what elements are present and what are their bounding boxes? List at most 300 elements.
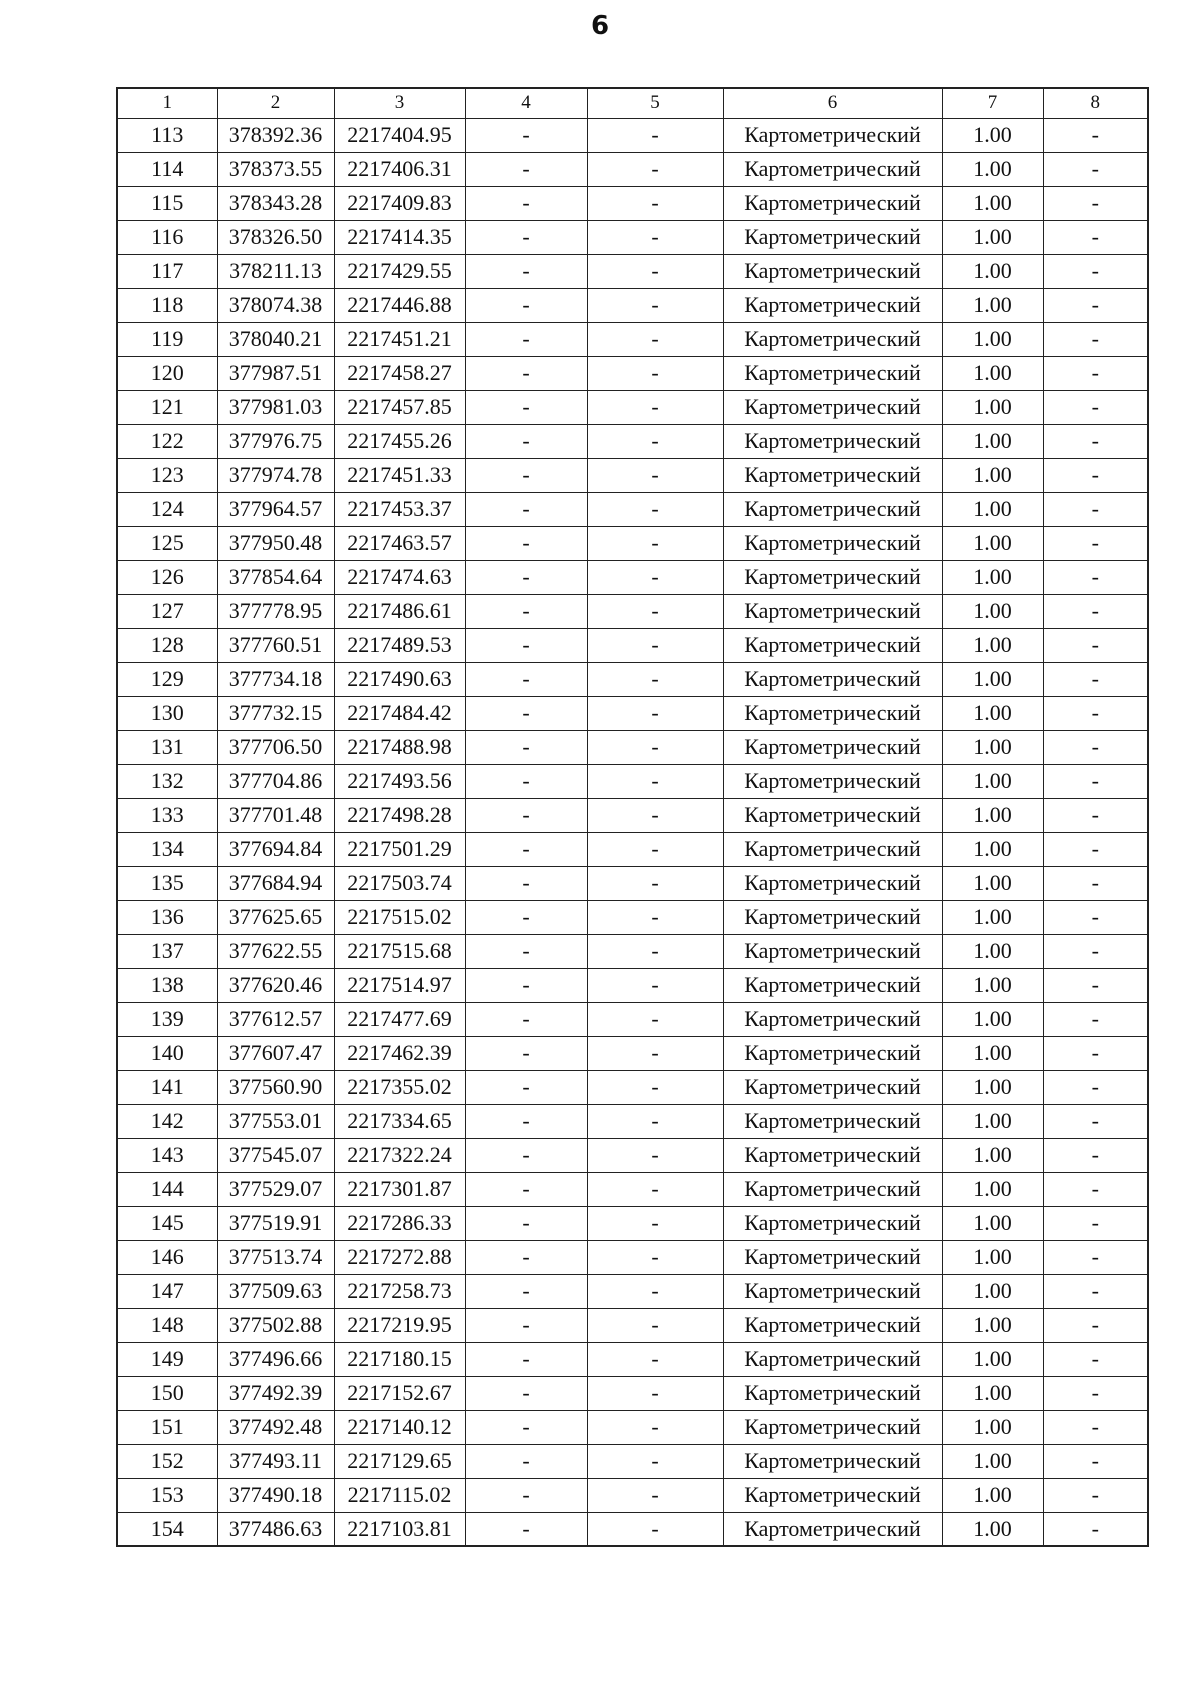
point-number-cell: 128 [117,628,217,662]
accuracy-cell: 1.00 [942,764,1043,798]
col5-cell: - [587,254,723,288]
x-coordinate-cell: 377734.18 [217,662,334,696]
method-cell: Картометрический [723,390,942,424]
method-cell: Картометрический [723,1444,942,1478]
point-number-cell: 130 [117,696,217,730]
col5-cell: - [587,1410,723,1444]
col4-cell: - [465,186,587,220]
col8-cell: - [1043,118,1148,152]
col5-cell: - [587,798,723,832]
table-row [117,322,1148,356]
col4-cell: - [465,1478,587,1512]
y-coordinate-cell: 2217490.63 [334,662,465,696]
table-row [117,492,1148,526]
col4-cell: - [465,1512,587,1546]
col5-cell: - [587,322,723,356]
accuracy-cell: 1.00 [942,1274,1043,1308]
col4-cell: - [465,1376,587,1410]
accuracy-cell: 1.00 [942,390,1043,424]
x-coordinate-cell: 377509.63 [217,1274,334,1308]
col8-cell: - [1043,1138,1148,1172]
y-coordinate-cell: 2217115.02 [334,1478,465,1512]
col4-cell: - [465,356,587,390]
col8-cell: - [1043,1444,1148,1478]
col8-cell: - [1043,458,1148,492]
y-coordinate-cell: 2217152.67 [334,1376,465,1410]
col4-cell: - [465,1104,587,1138]
method-cell: Картометрический [723,288,942,322]
accuracy-cell: 1.00 [942,356,1043,390]
col5-cell: - [587,1104,723,1138]
col4-cell: - [465,1444,587,1478]
x-coordinate-cell: 377496.66 [217,1342,334,1376]
accuracy-cell: 1.00 [942,968,1043,1002]
column-header: 5 [587,88,723,118]
col8-cell: - [1043,424,1148,458]
y-coordinate-cell: 2217258.73 [334,1274,465,1308]
col4-cell: - [465,322,587,356]
y-coordinate-cell: 2217457.85 [334,390,465,424]
point-number-cell: 117 [117,254,217,288]
col5-cell: - [587,1308,723,1342]
method-cell: Картометрический [723,730,942,764]
method-cell: Картометрический [723,1240,942,1274]
accuracy-cell: 1.00 [942,1308,1043,1342]
y-coordinate-cell: 2217453.37 [334,492,465,526]
accuracy-cell: 1.00 [942,1240,1043,1274]
table-row [117,1240,1148,1274]
y-coordinate-cell: 2217501.29 [334,832,465,866]
table-row [117,594,1148,628]
table-row [117,1002,1148,1036]
col4-cell: - [465,1240,587,1274]
accuracy-cell: 1.00 [942,322,1043,356]
x-coordinate-cell: 377684.94 [217,866,334,900]
col8-cell: - [1043,1512,1148,1546]
col8-cell: - [1043,390,1148,424]
y-coordinate-cell: 2217451.33 [334,458,465,492]
y-coordinate-cell: 2217514.97 [334,968,465,1002]
x-coordinate-cell: 377974.78 [217,458,334,492]
col4-cell: - [465,220,587,254]
col4-cell: - [465,526,587,560]
table-row [117,1342,1148,1376]
page-number: 6 [590,11,610,41]
table-row [117,730,1148,764]
col5-cell: - [587,152,723,186]
point-number-cell: 120 [117,356,217,390]
table-row [117,696,1148,730]
col4-cell: - [465,1206,587,1240]
x-coordinate-cell: 377607.47 [217,1036,334,1070]
method-cell: Картометрический [723,1308,942,1342]
y-coordinate-cell: 2217474.63 [334,560,465,594]
accuracy-cell: 1.00 [942,934,1043,968]
col4-cell: - [465,492,587,526]
x-coordinate-cell: 377694.84 [217,832,334,866]
col8-cell: - [1043,322,1148,356]
table-row [117,628,1148,662]
col4-cell: - [465,424,587,458]
table-row [117,458,1148,492]
x-coordinate-cell: 378074.38 [217,288,334,322]
col8-cell: - [1043,254,1148,288]
col8-cell: - [1043,1478,1148,1512]
col5-cell: - [587,764,723,798]
col4-cell: - [465,764,587,798]
accuracy-cell: 1.00 [942,866,1043,900]
table-row [117,152,1148,186]
method-cell: Картометрический [723,1172,942,1206]
accuracy-cell: 1.00 [942,1444,1043,1478]
accuracy-cell: 1.00 [942,1410,1043,1444]
method-cell: Картометрический [723,356,942,390]
x-coordinate-cell: 377493.11 [217,1444,334,1478]
point-number-cell: 152 [117,1444,217,1478]
x-coordinate-cell: 377706.50 [217,730,334,764]
point-number-cell: 131 [117,730,217,764]
table-row [117,1410,1148,1444]
col8-cell: - [1043,934,1148,968]
point-number-cell: 115 [117,186,217,220]
y-coordinate-cell: 2217486.61 [334,594,465,628]
y-coordinate-cell: 2217455.26 [334,424,465,458]
accuracy-cell: 1.00 [942,458,1043,492]
accuracy-cell: 1.00 [942,560,1043,594]
col5-cell: - [587,696,723,730]
table-row [117,288,1148,322]
accuracy-cell: 1.00 [942,1206,1043,1240]
x-coordinate-cell: 377987.51 [217,356,334,390]
table-row [117,968,1148,1002]
col8-cell: - [1043,492,1148,526]
col8-cell: - [1043,288,1148,322]
table-row [117,934,1148,968]
accuracy-cell: 1.00 [942,1104,1043,1138]
method-cell: Картометрический [723,832,942,866]
accuracy-cell: 1.00 [942,492,1043,526]
y-coordinate-cell: 2217334.65 [334,1104,465,1138]
accuracy-cell: 1.00 [942,526,1043,560]
col8-cell: - [1043,832,1148,866]
x-coordinate-cell: 378343.28 [217,186,334,220]
x-coordinate-cell: 377701.48 [217,798,334,832]
method-cell: Картометрический [723,1002,942,1036]
col5-cell: - [587,1002,723,1036]
method-cell: Картометрический [723,1478,942,1512]
accuracy-cell: 1.00 [942,1342,1043,1376]
x-coordinate-cell: 377492.48 [217,1410,334,1444]
method-cell: Картометрический [723,628,942,662]
point-number-cell: 150 [117,1376,217,1410]
accuracy-cell: 1.00 [942,1070,1043,1104]
x-coordinate-cell: 377490.18 [217,1478,334,1512]
col8-cell: - [1043,866,1148,900]
col8-cell: - [1043,900,1148,934]
y-coordinate-cell: 2217414.35 [334,220,465,254]
col8-cell: - [1043,1240,1148,1274]
method-cell: Картометрический [723,1512,942,1546]
y-coordinate-cell: 2217463.57 [334,526,465,560]
x-coordinate-cell: 377545.07 [217,1138,334,1172]
col5-cell: - [587,1240,723,1274]
table-row [117,118,1148,152]
col8-cell: - [1043,594,1148,628]
y-coordinate-cell: 2217446.88 [334,288,465,322]
y-coordinate-cell: 2217409.83 [334,186,465,220]
column-header: 6 [723,88,942,118]
point-number-cell: 119 [117,322,217,356]
table-row [117,866,1148,900]
method-cell: Картометрический [723,560,942,594]
accuracy-cell: 1.00 [942,220,1043,254]
point-number-cell: 145 [117,1206,217,1240]
col5-cell: - [587,1070,723,1104]
method-cell: Картометрический [723,900,942,934]
accuracy-cell: 1.00 [942,900,1043,934]
x-coordinate-cell: 377620.46 [217,968,334,1002]
col5-cell: - [587,662,723,696]
table-row [117,764,1148,798]
col4-cell: - [465,1002,587,1036]
col5-cell: - [587,424,723,458]
col4-cell: - [465,390,587,424]
table-row [117,1036,1148,1070]
column-header: 2 [217,88,334,118]
accuracy-cell: 1.00 [942,594,1043,628]
col4-cell: - [465,458,587,492]
accuracy-cell: 1.00 [942,1172,1043,1206]
column-header: 7 [942,88,1043,118]
y-coordinate-cell: 2217429.55 [334,254,465,288]
method-cell: Картометрический [723,322,942,356]
y-coordinate-cell: 2217488.98 [334,730,465,764]
col5-cell: - [587,1172,723,1206]
method-cell: Картометрический [723,866,942,900]
table-row [117,1444,1148,1478]
method-cell: Картометрический [723,1036,942,1070]
col5-cell: - [587,526,723,560]
y-coordinate-cell: 2217458.27 [334,356,465,390]
point-number-cell: 127 [117,594,217,628]
col5-cell: - [587,1342,723,1376]
col5-cell: - [587,934,723,968]
col5-cell: - [587,1274,723,1308]
y-coordinate-cell: 2217219.95 [334,1308,465,1342]
y-coordinate-cell: 2217180.15 [334,1342,465,1376]
method-cell: Картометрический [723,1274,942,1308]
accuracy-cell: 1.00 [942,662,1043,696]
x-coordinate-cell: 378326.50 [217,220,334,254]
point-number-cell: 122 [117,424,217,458]
table-row [117,1478,1148,1512]
col8-cell: - [1043,968,1148,1002]
method-cell: Картометрический [723,798,942,832]
col8-cell: - [1043,764,1148,798]
col5-cell: - [587,594,723,628]
point-number-cell: 132 [117,764,217,798]
x-coordinate-cell: 377492.39 [217,1376,334,1410]
col8-cell: - [1043,628,1148,662]
method-cell: Картометрический [723,118,942,152]
col4-cell: - [465,968,587,1002]
table-row [117,560,1148,594]
accuracy-cell: 1.00 [942,1138,1043,1172]
x-coordinate-cell: 377519.91 [217,1206,334,1240]
accuracy-cell: 1.00 [942,186,1043,220]
point-number-cell: 121 [117,390,217,424]
point-number-cell: 142 [117,1104,217,1138]
col4-cell: - [465,832,587,866]
col5-cell: - [587,1036,723,1070]
col5-cell: - [587,628,723,662]
point-number-cell: 133 [117,798,217,832]
col5-cell: - [587,288,723,322]
col5-cell: - [587,458,723,492]
column-header: 3 [334,88,465,118]
point-number-cell: 137 [117,934,217,968]
col8-cell: - [1043,1410,1148,1444]
point-number-cell: 113 [117,118,217,152]
col8-cell: - [1043,220,1148,254]
table-row [117,254,1148,288]
col4-cell: - [465,1274,587,1308]
col4-cell: - [465,934,587,968]
method-cell: Картометрический [723,152,942,186]
accuracy-cell: 1.00 [942,1478,1043,1512]
col8-cell: - [1043,1274,1148,1308]
col5-cell: - [587,560,723,594]
table-row [117,832,1148,866]
col8-cell: - [1043,1308,1148,1342]
y-coordinate-cell: 2217462.39 [334,1036,465,1070]
column-header: 8 [1043,88,1148,118]
x-coordinate-cell: 377553.01 [217,1104,334,1138]
point-number-cell: 153 [117,1478,217,1512]
point-number-cell: 144 [117,1172,217,1206]
x-coordinate-cell: 377760.51 [217,628,334,662]
col4-cell: - [465,662,587,696]
col4-cell: - [465,1308,587,1342]
method-cell: Картометрический [723,662,942,696]
col8-cell: - [1043,1070,1148,1104]
accuracy-cell: 1.00 [942,1376,1043,1410]
x-coordinate-cell: 377778.95 [217,594,334,628]
y-coordinate-cell: 2217477.69 [334,1002,465,1036]
method-cell: Картометрический [723,458,942,492]
col8-cell: - [1043,1002,1148,1036]
method-cell: Картометрический [723,492,942,526]
col5-cell: - [587,1444,723,1478]
method-cell: Картометрический [723,1206,942,1240]
x-coordinate-cell: 377950.48 [217,526,334,560]
method-cell: Картометрический [723,254,942,288]
x-coordinate-cell: 377854.64 [217,560,334,594]
coordinates-table [116,87,1149,1547]
point-number-cell: 134 [117,832,217,866]
col4-cell: - [465,560,587,594]
table-row [117,662,1148,696]
table-row [117,1376,1148,1410]
col5-cell: - [587,118,723,152]
col4-cell: - [465,866,587,900]
col4-cell: - [465,900,587,934]
table-row [117,900,1148,934]
x-coordinate-cell: 377981.03 [217,390,334,424]
accuracy-cell: 1.00 [942,118,1043,152]
accuracy-cell: 1.00 [942,152,1043,186]
point-number-cell: 140 [117,1036,217,1070]
y-coordinate-cell: 2217484.42 [334,696,465,730]
y-coordinate-cell: 2217355.02 [334,1070,465,1104]
col4-cell: - [465,1138,587,1172]
col5-cell: - [587,730,723,764]
point-number-cell: 139 [117,1002,217,1036]
method-cell: Картометрический [723,1376,942,1410]
point-number-cell: 143 [117,1138,217,1172]
method-cell: Картометрический [723,220,942,254]
col5-cell: - [587,1206,723,1240]
method-cell: Картометрический [723,594,942,628]
table-row [117,1308,1148,1342]
accuracy-cell: 1.00 [942,424,1043,458]
x-coordinate-cell: 377529.07 [217,1172,334,1206]
col8-cell: - [1043,1172,1148,1206]
table-row [117,186,1148,220]
table-row [117,798,1148,832]
y-coordinate-cell: 2217301.87 [334,1172,465,1206]
col8-cell: - [1043,356,1148,390]
method-cell: Картометрический [723,424,942,458]
y-coordinate-cell: 2217286.33 [334,1206,465,1240]
x-coordinate-cell: 377502.88 [217,1308,334,1342]
y-coordinate-cell: 2217322.24 [334,1138,465,1172]
col4-cell: - [465,118,587,152]
point-number-cell: 154 [117,1512,217,1546]
col4-cell: - [465,1410,587,1444]
x-coordinate-cell: 377976.75 [217,424,334,458]
point-number-cell: 148 [117,1308,217,1342]
accuracy-cell: 1.00 [942,1002,1043,1036]
table-row [117,1172,1148,1206]
col4-cell: - [465,288,587,322]
col5-cell: - [587,220,723,254]
col8-cell: - [1043,560,1148,594]
col4-cell: - [465,594,587,628]
col4-cell: - [465,254,587,288]
point-number-cell: 126 [117,560,217,594]
method-cell: Картометрический [723,186,942,220]
method-cell: Картометрический [723,764,942,798]
col4-cell: - [465,1342,587,1376]
accuracy-cell: 1.00 [942,1512,1043,1546]
point-number-cell: 118 [117,288,217,322]
x-coordinate-cell: 377964.57 [217,492,334,526]
point-number-cell: 116 [117,220,217,254]
table-row [117,424,1148,458]
x-coordinate-cell: 377622.55 [217,934,334,968]
y-coordinate-cell: 2217515.02 [334,900,465,934]
col8-cell: - [1043,662,1148,696]
method-cell: Картометрический [723,934,942,968]
method-cell: Картометрический [723,968,942,1002]
col5-cell: - [587,1376,723,1410]
accuracy-cell: 1.00 [942,696,1043,730]
table-row [117,356,1148,390]
y-coordinate-cell: 2217498.28 [334,798,465,832]
col8-cell: - [1043,1206,1148,1240]
point-number-cell: 124 [117,492,217,526]
